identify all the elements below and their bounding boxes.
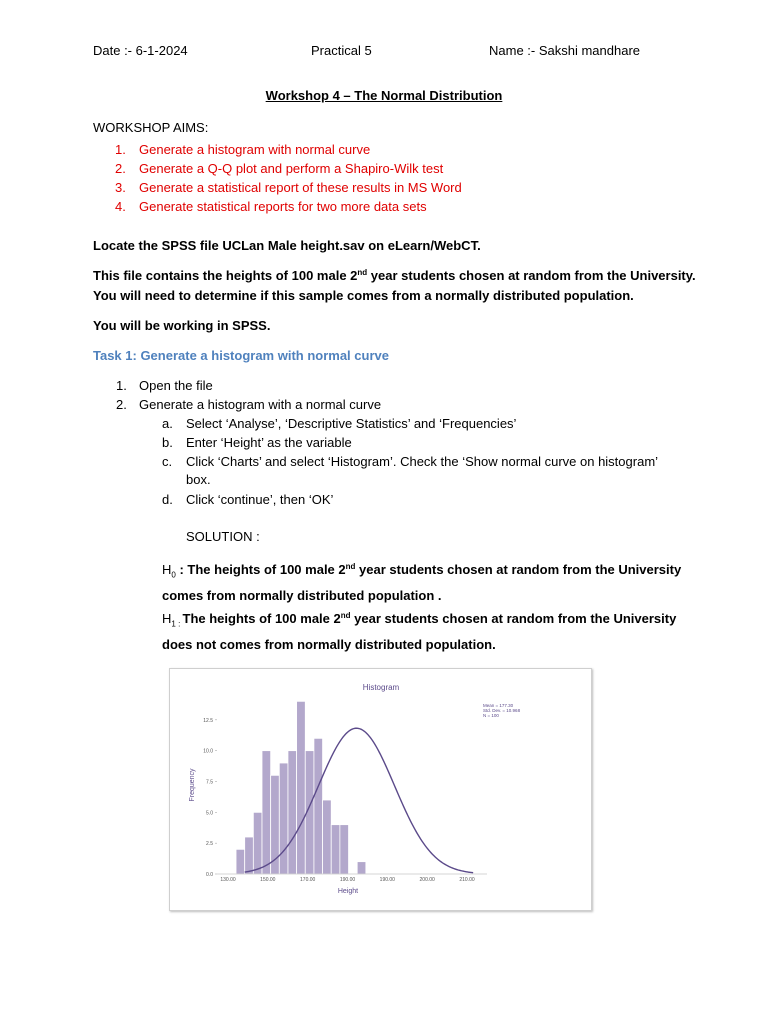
x-tick-label: 170.00 bbox=[300, 877, 316, 883]
y-tick-label: 12.5 bbox=[203, 717, 213, 724]
aim-number: 2. bbox=[115, 161, 126, 176]
x-tick-label: 190.00 bbox=[379, 877, 395, 883]
contains-text-2: year students chosen at random from the University. bbox=[367, 268, 696, 283]
step-number: 2. bbox=[116, 397, 127, 412]
h1-text-1: The heights of 100 male 2 bbox=[182, 611, 341, 626]
substep-number: d. bbox=[162, 492, 173, 507]
x-axis-label: Height bbox=[337, 888, 359, 895]
contains-text-1: This file contains the heights of 100 male 2 bbox=[93, 268, 358, 283]
aim-text: Generate a Q-Q plot and perform a Shapiro-Wilk test bbox=[139, 161, 444, 176]
h0-text-2: year students chosen at random from the University bbox=[355, 562, 682, 577]
substep-continuation: box. bbox=[186, 472, 211, 487]
histogram-figure bbox=[169, 668, 592, 911]
histogram-bar bbox=[323, 800, 332, 874]
x-tick-label: 210.00 bbox=[459, 877, 475, 883]
locate-file-text: Locate the SPSS file UCLan Male height.sav on eLearn/WebCT. bbox=[93, 238, 481, 253]
x-tick-label: 130.00 bbox=[220, 877, 236, 883]
chart-title: Histogram bbox=[362, 683, 400, 692]
step-text: Generate a histogram with a normal curve bbox=[139, 397, 382, 412]
aim-text: Generate a statistical report of these results in MS Word bbox=[139, 180, 462, 195]
legend-n: N = 100 bbox=[483, 713, 499, 718]
h1-label: H bbox=[162, 611, 172, 626]
histogram-bar bbox=[262, 751, 271, 874]
y-tick-label: 5.0 bbox=[206, 810, 213, 817]
contains-paragraph bbox=[93, 266, 696, 306]
h0-line-2: comes from normally distributed population . bbox=[162, 587, 442, 603]
aim-number: 3. bbox=[115, 180, 126, 195]
task-1-heading: Task 1: Generate a histogram with normal curve bbox=[93, 348, 389, 363]
spss-text: You will be working in SPSS. bbox=[93, 318, 271, 333]
legend-sd: Std. Dev. = 10.968 bbox=[483, 708, 521, 713]
aim-number: 4. bbox=[115, 199, 126, 214]
aim-item bbox=[93, 140, 462, 159]
h1-line-2: does not comes from normally distributed population. bbox=[162, 636, 496, 652]
h1-sup: nd bbox=[340, 611, 351, 620]
histogram-bar bbox=[245, 837, 254, 874]
substep-item bbox=[162, 454, 658, 469]
histogram-bar bbox=[288, 751, 297, 874]
h0-subscript: 0 bbox=[171, 570, 176, 580]
aims-list bbox=[93, 140, 462, 216]
histogram-chart bbox=[170, 669, 591, 910]
histogram-bar bbox=[357, 862, 366, 874]
histogram-bar bbox=[279, 763, 288, 874]
solution-label: SOLUTION : bbox=[186, 529, 260, 544]
h1-text-2: year students chosen at random from the University bbox=[350, 611, 677, 626]
h0-lead: : bbox=[175, 562, 188, 577]
aim-item bbox=[93, 197, 462, 216]
step-text: Open the file bbox=[139, 378, 213, 393]
y-tick-label: 10.0 bbox=[203, 748, 213, 755]
legend-mean: Mean = 177.30 bbox=[483, 703, 514, 708]
aim-text: Generate statistical reports for two more data sets bbox=[139, 199, 427, 214]
substep-text: Click ‘Charts’ and select ‘Histogram’. Check the ‘Show normal curve on histogram’ bbox=[186, 454, 659, 469]
h0-sup: nd bbox=[345, 562, 356, 571]
substep-number: c. bbox=[162, 454, 173, 469]
aim-number: 1. bbox=[115, 142, 126, 157]
contains-sup: nd bbox=[357, 268, 368, 277]
aim-text: Generate a histogram with normal curve bbox=[139, 142, 371, 157]
y-tick-label: 2.5 bbox=[206, 841, 213, 848]
h1-subscript: 1 : bbox=[171, 619, 183, 629]
header-practical: Practical 5 bbox=[311, 43, 372, 58]
step-number: 1. bbox=[116, 378, 127, 393]
substep-item bbox=[162, 492, 333, 507]
y-tick-label: 7.5 bbox=[206, 779, 213, 786]
histogram-bar bbox=[297, 701, 306, 874]
histogram-bar bbox=[331, 825, 340, 874]
y-axis-label: Frequency bbox=[189, 768, 196, 802]
h0-paragraph bbox=[162, 560, 681, 606]
h1-paragraph bbox=[162, 609, 676, 655]
h0-label: H bbox=[162, 562, 172, 577]
aims-heading: WORKSHOP AIMS: bbox=[93, 120, 209, 135]
substep-item bbox=[162, 416, 516, 431]
substep-number: a. bbox=[162, 416, 173, 431]
substep-text: Select ‘Analyse’, ‘Descriptive Statistics’ and ‘Frequencies’ bbox=[186, 416, 517, 431]
substep-text: Click ‘continue’, then ‘OK’ bbox=[186, 492, 334, 507]
histogram-bar bbox=[253, 812, 262, 874]
contains-line-2: You will need to determine if this sample comes from a normally distributed population. bbox=[93, 288, 634, 303]
substep-text: Enter ‘Height’ as the variable bbox=[186, 435, 352, 450]
y-tick-label: 0.0 bbox=[206, 872, 213, 878]
aim-item bbox=[93, 178, 462, 197]
x-tick-label: 200.00 bbox=[419, 877, 435, 883]
x-tick-label: 190.00 bbox=[339, 877, 356, 883]
aim-item bbox=[93, 159, 462, 178]
header-date: Date :- 6-1-2024 bbox=[93, 43, 188, 58]
histogram-bar bbox=[314, 738, 323, 874]
document-title: Workshop 4 – The Normal Distribution bbox=[265, 88, 503, 103]
step-item bbox=[116, 378, 213, 393]
substep-number: b. bbox=[162, 435, 173, 450]
h0-text-1: The heights of 100 male 2 bbox=[187, 562, 346, 577]
histogram-bar bbox=[340, 825, 349, 874]
header-name: Name :- Sakshi mandhare bbox=[489, 43, 641, 58]
x-tick-label: 150.00 bbox=[260, 877, 276, 883]
step-item bbox=[116, 397, 381, 412]
substep-item bbox=[162, 435, 352, 450]
histogram-bar bbox=[236, 849, 245, 874]
